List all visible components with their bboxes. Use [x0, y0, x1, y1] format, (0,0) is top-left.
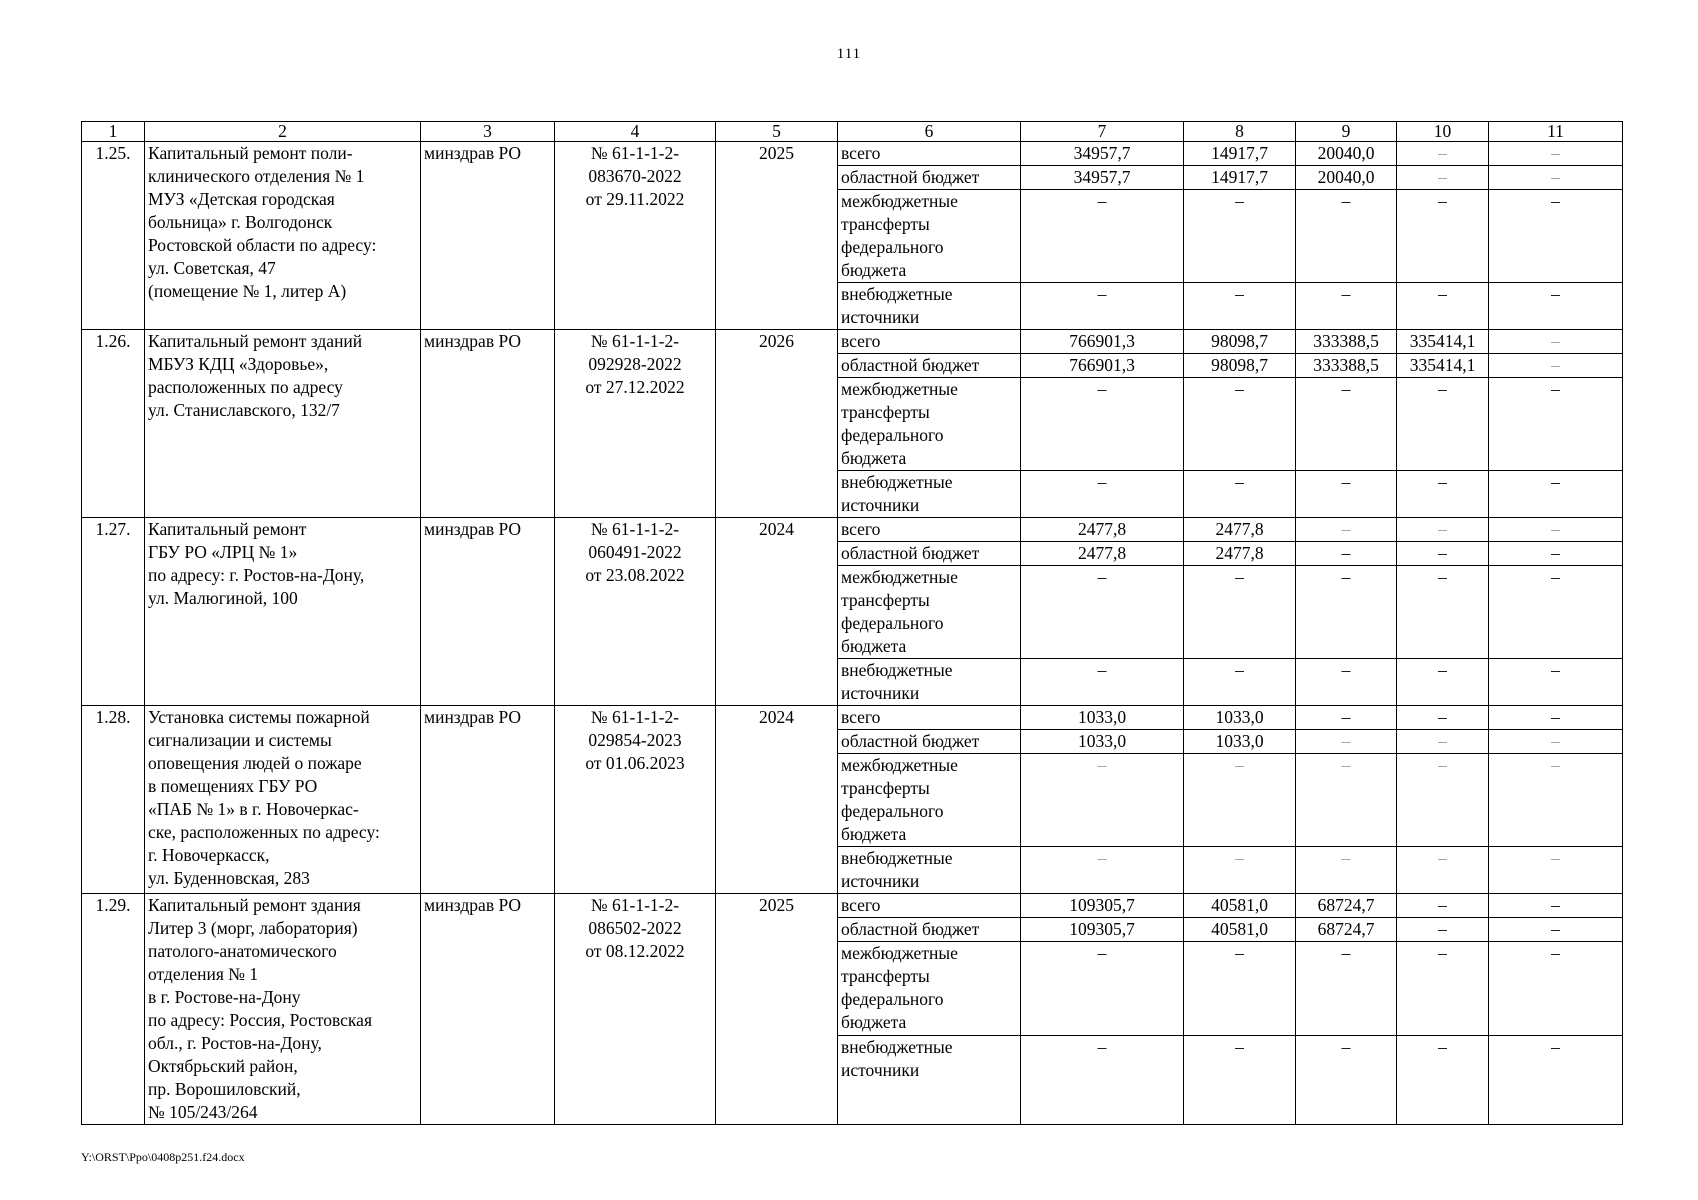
amount-col-9: – — [1296, 518, 1397, 542]
budget-table — [81, 121, 1623, 1125]
funding-source: всего — [838, 330, 1021, 354]
row-number: 1.26. — [82, 330, 145, 518]
column-number-row — [82, 122, 1623, 142]
funding-source: областной бюджет — [838, 542, 1021, 566]
amount-col-7: – — [1021, 754, 1184, 847]
amount-col-8: 1033,0 — [1184, 730, 1296, 754]
amount-col-11: – — [1489, 354, 1623, 378]
amount-col-9: – — [1296, 1036, 1397, 1125]
amount-col-11: – — [1489, 283, 1623, 330]
amount-col-9: – — [1296, 190, 1397, 283]
object-name: Капитальный ремонт здания Литер 3 (морг, лаборатория) патолого-анатомического отделения № 1 в г. Ростове-на-Дону по адресу: Россия, Ростовская обл., г. Ростов-на-Дону, Октябрьский район, пр. Ворошиловский, № 105/243/264 — [145, 894, 421, 1125]
amount-col-9: 333388,5 — [1296, 330, 1397, 354]
amount-col-11: – — [1489, 659, 1623, 706]
column-number-4: 4 — [555, 122, 716, 142]
amount-col-7: 34957,7 — [1021, 166, 1184, 190]
amount-col-8: – — [1184, 1036, 1296, 1125]
funding-source: внебюджетные источники — [838, 283, 1021, 330]
object-name: Капитальный ремонт зданий МБУЗ КДЦ «Здоровье», расположенных по адресу ул. Станиславского, 132/7 — [145, 330, 421, 518]
agency: минздрав РО — [421, 894, 555, 1125]
amount-col-8: – — [1184, 847, 1296, 894]
table-row — [82, 330, 1623, 354]
funding-source: областной бюджет — [838, 166, 1021, 190]
amount-col-8: – — [1184, 283, 1296, 330]
row-number: 1.28. — [82, 706, 145, 894]
amount-col-8: 14917,7 — [1184, 142, 1296, 166]
amount-col-7: – — [1021, 659, 1184, 706]
amount-col-8: 2477,8 — [1184, 542, 1296, 566]
amount-col-11: – — [1489, 1036, 1623, 1125]
amount-col-11: – — [1489, 542, 1623, 566]
amount-col-10: – — [1397, 283, 1489, 330]
amount-col-9: 20040,0 — [1296, 166, 1397, 190]
amount-col-11: – — [1489, 190, 1623, 283]
amount-col-10: – — [1397, 471, 1489, 518]
object-name: Капитальный ремонт поли- клинического отделения № 1 МУЗ «Детская городская больница» г. Волгодонск Ростовской области по адресу: ул. Советская, 47 (помещение № 1, литер А) — [145, 142, 421, 330]
document-number: № 61-1-1-2- 092928-2022 от 27.12.2022 — [555, 330, 716, 518]
amount-col-9: 68724,7 — [1296, 918, 1397, 942]
file-path-footer: Y:\ORST\Ppo\0408p251.f24.docx — [81, 1150, 245, 1164]
amount-col-11: – — [1489, 942, 1623, 1036]
table-row — [82, 894, 1623, 918]
agency: минздрав РО — [421, 142, 555, 330]
column-number-2: 2 — [145, 122, 421, 142]
amount-col-10: – — [1397, 542, 1489, 566]
completion-year: 2026 — [716, 330, 838, 518]
amount-col-7: – — [1021, 378, 1184, 471]
amount-col-10: 335414,1 — [1397, 330, 1489, 354]
funding-source: межбюджетные трансферты федерального бюджета — [838, 190, 1021, 283]
row-number: 1.29. — [82, 894, 145, 1125]
completion-year: 2025 — [716, 142, 838, 330]
funding-source: внебюджетные источники — [838, 1036, 1021, 1125]
amount-col-10: – — [1397, 918, 1489, 942]
amount-col-7: 109305,7 — [1021, 894, 1184, 918]
column-number-9: 9 — [1296, 122, 1397, 142]
object-name: Установка системы пожарной сигнализации и системы оповещения людей о пожаре в помещениях ГБУ РО «ПАБ № 1» в г. Новочеркас- ске, расположенных по адресу: г. Новочеркасск, ул. Буденновская, 283 — [145, 706, 421, 894]
amount-col-11: – — [1489, 754, 1623, 847]
agency: минздрав РО — [421, 330, 555, 518]
amount-col-7: 1033,0 — [1021, 730, 1184, 754]
amount-col-7: – — [1021, 471, 1184, 518]
amount-col-7: – — [1021, 283, 1184, 330]
amount-col-9: – — [1296, 754, 1397, 847]
completion-year: 2024 — [716, 518, 838, 706]
table-row — [82, 518, 1623, 542]
funding-source: областной бюджет — [838, 918, 1021, 942]
amount-col-9: – — [1296, 847, 1397, 894]
funding-source: внебюджетные источники — [838, 471, 1021, 518]
amount-col-10: – — [1397, 659, 1489, 706]
funding-source: всего — [838, 706, 1021, 730]
amount-col-11: – — [1489, 730, 1623, 754]
amount-col-10: – — [1397, 190, 1489, 283]
amount-col-7: – — [1021, 847, 1184, 894]
column-number-6: 6 — [838, 122, 1021, 142]
amount-col-11: – — [1489, 471, 1623, 518]
column-number-8: 8 — [1184, 122, 1296, 142]
column-number-3: 3 — [421, 122, 555, 142]
amount-col-8: 2477,8 — [1184, 518, 1296, 542]
amount-col-9: – — [1296, 659, 1397, 706]
amount-col-8: 1033,0 — [1184, 706, 1296, 730]
amount-col-10: – — [1397, 142, 1489, 166]
amount-col-8: – — [1184, 566, 1296, 659]
amount-col-9: – — [1296, 378, 1397, 471]
amount-col-8: – — [1184, 471, 1296, 518]
funding-source: областной бюджет — [838, 354, 1021, 378]
amount-col-10: – — [1397, 566, 1489, 659]
funding-source: всего — [838, 518, 1021, 542]
funding-source: межбюджетные трансферты федерального бюджета — [838, 942, 1021, 1036]
amount-col-11: – — [1489, 706, 1623, 730]
amount-col-8: 98098,7 — [1184, 354, 1296, 378]
amount-col-7: 766901,3 — [1021, 354, 1184, 378]
amount-col-8: – — [1184, 942, 1296, 1036]
amount-col-7: 109305,7 — [1021, 918, 1184, 942]
amount-col-9: – — [1296, 471, 1397, 518]
amount-col-11: – — [1489, 894, 1623, 918]
row-number: 1.27. — [82, 518, 145, 706]
column-number-5: 5 — [716, 122, 838, 142]
column-number-10: 10 — [1397, 122, 1489, 142]
document-number: № 61-1-1-2- 086502-2022 от 08.12.2022 — [555, 894, 716, 1125]
amount-col-10: – — [1397, 166, 1489, 190]
agency: минздрав РО — [421, 706, 555, 894]
amount-col-8: – — [1184, 190, 1296, 283]
amount-col-11: – — [1489, 518, 1623, 542]
amount-col-9: – — [1296, 283, 1397, 330]
agency: минздрав РО — [421, 518, 555, 706]
amount-col-11: – — [1489, 847, 1623, 894]
funding-source: межбюджетные трансферты федерального бюджета — [838, 378, 1021, 471]
amount-col-8: 98098,7 — [1184, 330, 1296, 354]
table-row — [82, 142, 1623, 166]
amount-col-9: – — [1296, 706, 1397, 730]
completion-year: 2025 — [716, 894, 838, 1125]
amount-col-10: – — [1397, 754, 1489, 847]
amount-col-8: 40581,0 — [1184, 894, 1296, 918]
amount-col-10: – — [1397, 730, 1489, 754]
column-number-1: 1 — [82, 122, 145, 142]
amount-col-10: – — [1397, 706, 1489, 730]
amount-col-7: – — [1021, 1036, 1184, 1125]
funding-source: межбюджетные трансферты федерального бюджета — [838, 566, 1021, 659]
funding-source: внебюджетные источники — [838, 847, 1021, 894]
amount-col-9: 333388,5 — [1296, 354, 1397, 378]
document-number: № 61-1-1-2- 060491-2022 от 23.08.2022 — [555, 518, 716, 706]
funding-source: всего — [838, 142, 1021, 166]
amount-col-9: – — [1296, 566, 1397, 659]
amount-col-11: – — [1489, 378, 1623, 471]
amount-col-10: – — [1397, 942, 1489, 1036]
amount-col-9: – — [1296, 942, 1397, 1036]
column-number-7: 7 — [1021, 122, 1184, 142]
amount-col-7: – — [1021, 942, 1184, 1036]
document-number: № 61-1-1-2- 083670-2022 от 29.11.2022 — [555, 142, 716, 330]
column-number-11: 11 — [1489, 122, 1623, 142]
object-name: Капитальный ремонт ГБУ РО «ЛРЦ № 1» по адресу: г. Ростов-на-Дону, ул. Малюгиной, 100 — [145, 518, 421, 706]
amount-col-9: 20040,0 — [1296, 142, 1397, 166]
amount-col-8: – — [1184, 378, 1296, 471]
amount-col-8: 40581,0 — [1184, 918, 1296, 942]
document-number: № 61-1-1-2- 029854-2023 от 01.06.2023 — [555, 706, 716, 894]
amount-col-11: – — [1489, 918, 1623, 942]
table-row — [82, 706, 1623, 730]
amount-col-11: – — [1489, 566, 1623, 659]
amount-col-7: – — [1021, 566, 1184, 659]
amount-col-7: – — [1021, 190, 1184, 283]
amount-col-7: 766901,3 — [1021, 330, 1184, 354]
amount-col-9: – — [1296, 542, 1397, 566]
page-number: 111 — [836, 46, 862, 62]
amount-col-10: – — [1397, 847, 1489, 894]
amount-col-10: 335414,1 — [1397, 354, 1489, 378]
amount-col-10: – — [1397, 1036, 1489, 1125]
funding-source: всего — [838, 894, 1021, 918]
row-number: 1.25. — [82, 142, 145, 330]
amount-col-9: – — [1296, 730, 1397, 754]
amount-col-10: – — [1397, 378, 1489, 471]
amount-col-9: 68724,7 — [1296, 894, 1397, 918]
amount-col-10: – — [1397, 894, 1489, 918]
amount-col-11: – — [1489, 330, 1623, 354]
amount-col-7: 2477,8 — [1021, 518, 1184, 542]
amount-col-8: – — [1184, 659, 1296, 706]
amount-col-7: 1033,0 — [1021, 706, 1184, 730]
amount-col-8: – — [1184, 754, 1296, 847]
amount-col-7: 34957,7 — [1021, 142, 1184, 166]
amount-col-11: – — [1489, 142, 1623, 166]
funding-source: областной бюджет — [838, 730, 1021, 754]
funding-source: внебюджетные источники — [838, 659, 1021, 706]
amount-col-8: 14917,7 — [1184, 166, 1296, 190]
amount-col-7: 2477,8 — [1021, 542, 1184, 566]
funding-source: межбюджетные трансферты федерального бюджета — [838, 754, 1021, 847]
amount-col-11: – — [1489, 166, 1623, 190]
amount-col-10: – — [1397, 518, 1489, 542]
completion-year: 2024 — [716, 706, 838, 894]
